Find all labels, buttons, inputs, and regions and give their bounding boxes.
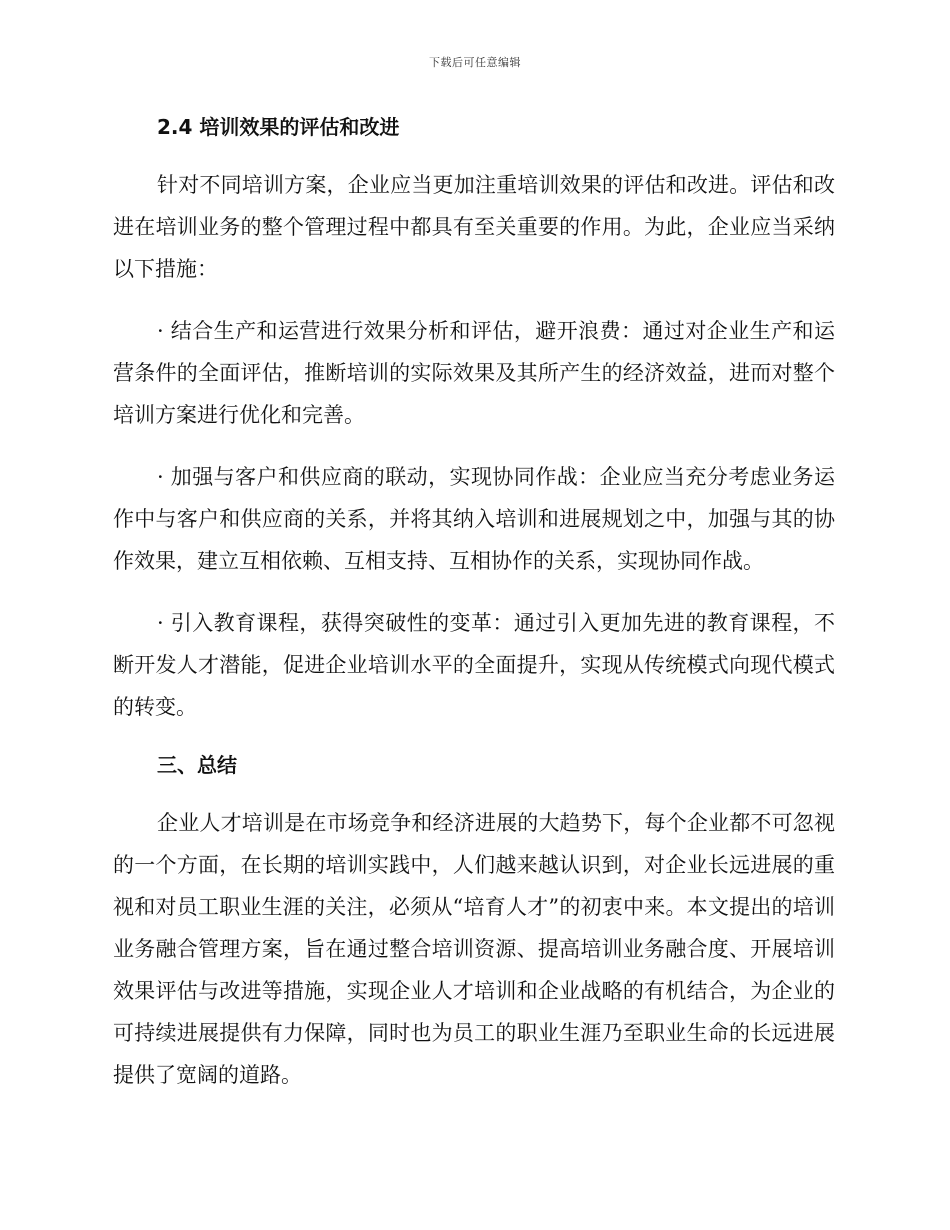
section-heading-2-4: 2.4 培训效果的评估和改进 [157,115,400,139]
section-heading-summary: 三、总结 [157,753,237,777]
document-body [113,110,835,1096]
bullet-paragraph-2: · 加强与客户和供应商的联动，实现协同作战：企业应当充分考虑业务运作中与客户和供应商的关系，并将其纳入培训和进展规划之中，加强与其的协作效果，建立互相依赖、互相支持、互相协作的关系，实现协同作战。 [113,465,835,573]
header-note: 下载后可任意编辑 [429,56,521,69]
bullet-paragraph-1: · 结合生产和运营进行效果分析和评估，避开浪费：通过对企业生产和运营条件的全面评估，推断培训的实际效果及其所产生的经济效益，进而对整个培训方案进行优化和完善。 [113,319,835,427]
bullet-paragraph-3: · 引入教育课程，获得突破性的变革：通过引入更加先进的教育课程，不断开发人才潜能，促进企业培训水平的全面提升，实现从传统模式向现代模式的转变。 [113,611,835,719]
summary-paragraph: 企业人才培训是在市场竞争和经济进展的大趋势下，每个企业都不可忽视的一个方面，在长期的培训实践中，人们越来越认识到，对企业长远进展的重视和对员工职业生涯的关注，必须从“培育人才”的初衷中来。本文提出的培训业务融合管理方案，旨在通过整合培训资源、提高培训业务融合度、开展培训效果评估与改进等措施，实现企业人才培训和企业战略的有机结合，为企业的可持续进展提供有力保障，同时也为员工的职业生涯乃至职业生命的长远进展提供了宽阔的道路。 [113,811,835,1087]
section-intro-paragraph: 针对不同培训方案，企业应当更加注重培训效果的评估和改进。评估和改进在培训业务的整个管理过程中都具有至关重要的作用。为此，企业应当采纳以下措施： [113,173,835,281]
